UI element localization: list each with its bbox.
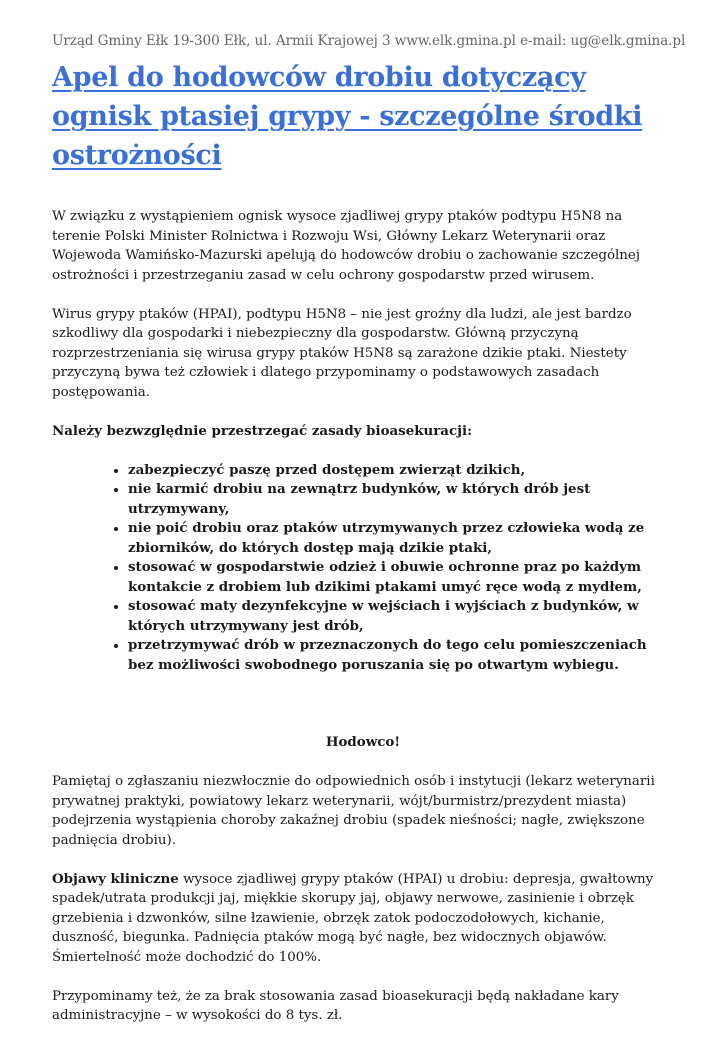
list-item: • stosować maty dezynfekcyjne w wejściach i wyjściach z budynków, w których utrzymywany jest drób, <box>128 597 674 636</box>
appeal-heading: Hodowco! <box>325 734 401 750</box>
list-item: • stosować w gospodarstwie odzież i obuwie ochronne praz po każdym kontakcie z drobiem lub dzikimi ptakami umyć ręce wodą z mydłem, <box>128 558 674 597</box>
virus-paragraph: Wirus grypy ptaków (HPAI), podtypu H5N8 – nie jest groźny dla ludzi, ale jest bardzo szkodliwy dla gospodarki i niebezpieczny dla gospodarstw. Główną przyczyną rozprzestrzeniania się wirusa grypy ptaków H5N8 są zarażone dzikie ptaki. Niestety przyczyną bywa też człowiek i dlatego przypominamy o podstawowych zasadach postępowania. <box>52 306 632 400</box>
symptoms-label: Objawy kliniczne <box>52 870 179 887</box>
list-item: • nie poić drobiu oraz ptaków utrzymywanych przez człowieka wodą ze zbiorników, do których dostęp mają dzikie ptaki, <box>128 519 674 558</box>
reporting-paragraph: Pamiętaj o zgłaszaniu niezwłocznie do odpowiednich osób i instytucji (lekarz weterynarii prywatnej praktyki, powiatowy lekarz weterynarii, wójt/burmistrz/prezydent miasta) podejrzenia wystąpienia choroby zakaźnej drobiu (spadek nieśności; nagłe, zwiększone padnięcia drobiu). <box>52 774 655 848</box>
rules-heading: Należy bezwzględnie przestrzegać zasady bioasekuracji: <box>52 422 473 439</box>
list-item: • przetrzymywać drób w przeznaczonych do tego celu pomieszczeniach bez możliwości swobodnego poruszania się po otwartym wybiegu. <box>128 636 674 675</box>
list-item: • zabezpieczyć paszę przed dostępem zwierząt dzikich, <box>128 461 674 481</box>
intro-paragraph: W związku z wystąpieniem ognisk wysoce zjadliwej grypy ptaków podtypu H5N8 na terenie Polski Minister Rolnictwa i Rozwoju Wsi, Główny Lekarz Weterynarii oraz Wojewoda Wamińsko-Mazurski apelują do hodowców drobiu o zachowanie szczególnej ostrożności i przestrzeganiu zasad w celu ochrony gospodarstw przed wirusem. <box>52 209 640 283</box>
symptoms-paragraph <box>52 870 674 968</box>
office-header: Urząd Gminy Ełk 19-300 Ełk, ul. Armii Krajowej 3 www.elk.gmina.pl e-mail: ug@elk.gmina.pl <box>52 33 686 49</box>
biosecurity-rules-list <box>52 461 674 676</box>
penalty-paragraph: Przypominamy też, że za brak stosowania zasad bioasekuracji będą nakładane kary administracyjne – w wysokości do 8 tys. zł. <box>52 988 619 1023</box>
article-title[interactable]: Apel do hodowców drobiu dotyczący ognisk ptasiej grypy - szczególne środki ostrożności <box>52 62 643 171</box>
section-spacer <box>52 675 674 733</box>
list-item: • nie karmić drobiu na zewnątrz budynków, w których drób jest utrzymywany, <box>128 480 674 519</box>
article-body <box>52 207 674 1045</box>
symptoms-text: wysoce zjadliwej grypy ptaków (HPAI) u drobiu: depresja, gwałtowny spadek/utrata produkcji jaj, miękkie skorupy jaj, objawy nerwowe, zasinienie i obrzęk grzebienia i dzwonków, silne łzawienie, obrzęk zatok podoczodołowych, kichanie, duszność, biegunka. Padnięcia ptaków mogą być nagłe, bez widocznych objawów. Śmiertelność może dochodzić do 100%. <box>52 871 654 965</box>
